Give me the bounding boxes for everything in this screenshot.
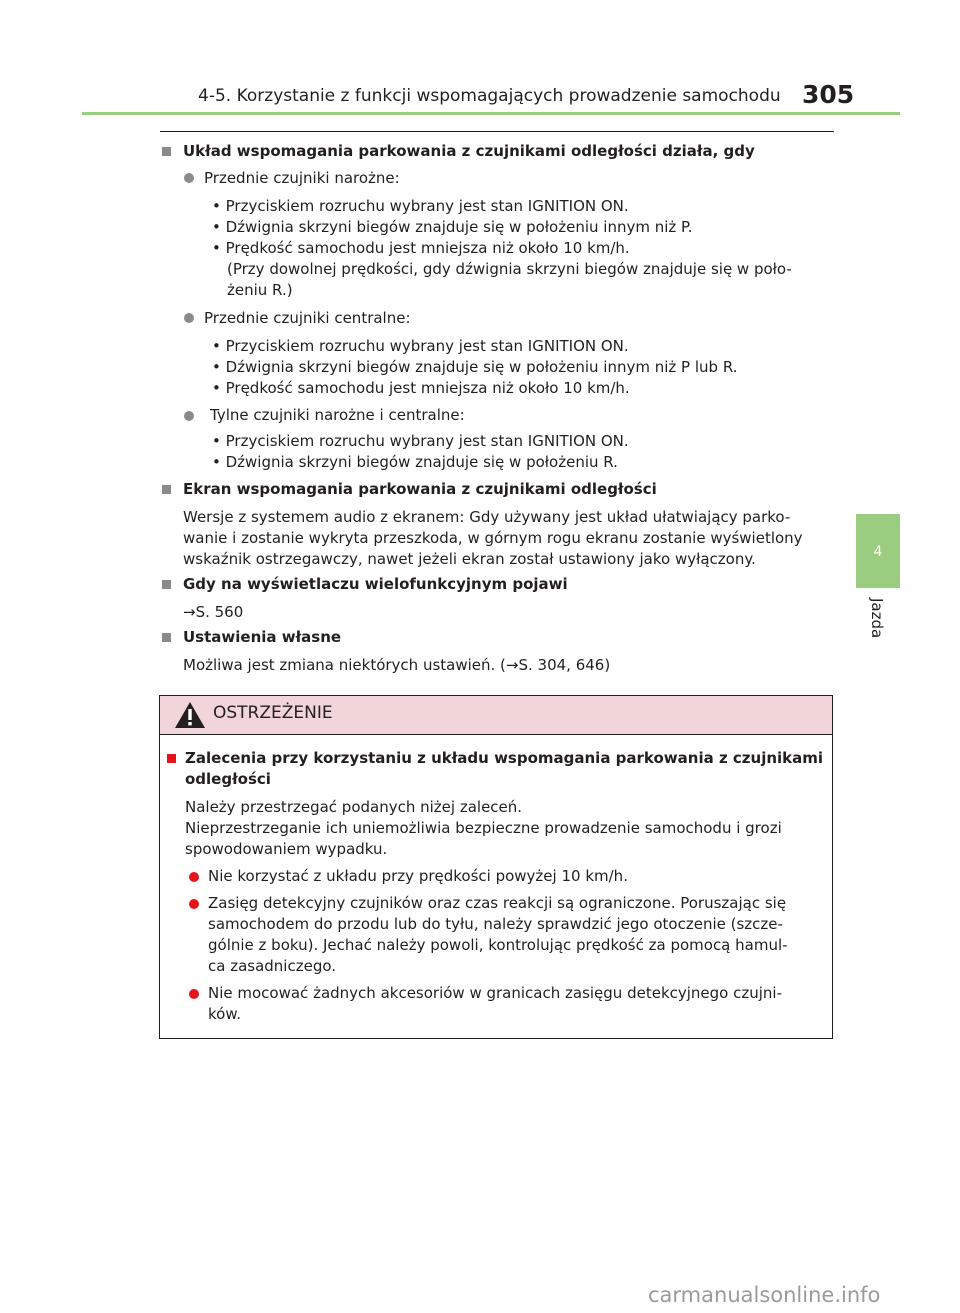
warning-item: ca zasadniczego. [208,957,337,975]
warning-paragraph: Należy przestrzegać podanych niżej zaleceń. [185,798,523,816]
warning-item: gólnie z boku). Jechać należy powoli, kontrolując prędkość za pomocą hamul- [208,936,788,954]
square-bullet-icon [162,580,171,589]
warning-item: Nie korzystać z układu przy prędkości powyżej 10 km/h. [208,867,628,885]
warning-heading: odległości [185,770,271,788]
section-heading: Ekran wspomagania parkowania z czujnikami odległości [183,480,657,498]
list-item: Przednie czujniki centralne: [204,309,411,327]
section-heading: Układ wspomagania parkowania z czujnikami odległości działa, gdy [183,142,755,160]
round-bullet-icon [189,899,199,909]
list-item: Tylne czujniki narożne i centralne: [210,406,465,424]
list-item: • Dźwignia skrzyni biegów znajduje się w położeniu R. [212,453,618,471]
watermark: carmanualsonline.info [648,1283,881,1307]
round-bullet-icon [184,411,194,421]
warning-item: samochodem do przodu lub do tyłu, należy sprawdzić jego otoczenie (szcze- [208,915,783,933]
round-bullet-icon [184,173,194,183]
warning-item: Nie mocować żadnych akcesoriów w granicach zasięgu detekcyjnego czujni- [208,984,783,1002]
round-bullet-icon [184,313,194,323]
page-reference: →S. 560 [183,603,244,621]
square-bullet-icon [162,633,171,642]
chapter-label: Jazda [868,598,886,639]
section-title: 4-5. Korzystanie z funkcji wspomagających prowadzenie samochodu [198,86,781,106]
section-heading: Ustawienia własne [183,628,342,646]
square-bullet-icon [162,485,171,494]
list-item: • Prędkość samochodu jest mniejsza niż około 10 km/h. [212,379,630,397]
list-item: • Dźwignia skrzyni biegów znajduje się w położeniu innym niż P lub R. [212,358,738,376]
list-item: (Przy dowolnej prędkości, gdy dźwignia skrzyni biegów znajduje się w poło- [227,260,792,278]
warning-paragraph: spowodowaniem wypadku. [185,840,388,858]
header-rule [82,112,900,115]
warning-header-rule [160,734,832,735]
square-bullet-icon [167,754,176,763]
section-heading: Gdy na wyświetlaczu wielofunkcyjnym pojawi [183,575,568,593]
paragraph-line: Wersje z systemem audio z ekranem: Gdy używany jest układ ułatwiający parko- [183,508,791,526]
list-item: Przednie czujniki narożne: [204,169,400,187]
warning-title: OSTRZEŻENIE [213,703,333,723]
chapter-number: 4 [873,544,883,560]
list-item: • Dźwignia skrzyni biegów znajduje się w położeniu innym niż P. [212,218,693,236]
list-item: • Przyciskiem rozruchu wybrany jest stan IGNITION ON. [212,432,629,450]
paragraph-line: Możliwa jest zmiana niektórych ustawień. (→S. 304, 646) [183,656,611,674]
page-number: 305 [802,80,855,109]
warning-paragraph: Nieprzestrzeganie ich uniemożliwia bezpieczne prowadzenie samochodu i grozi [185,819,782,837]
content-top-rule [160,131,834,132]
paragraph-line: wanie i zostanie wykryta przeszkoda, w górnym rogu ekranu zostanie wyświetlony [183,529,803,547]
round-bullet-icon [189,989,199,999]
list-item: żeniu R.) [227,281,293,299]
square-bullet-icon [162,147,171,156]
warning-item: ków. [208,1005,241,1023]
list-item: • Prędkość samochodu jest mniejsza niż około 10 km/h. [212,239,630,257]
list-item: • Przyciskiem rozruchu wybrany jest stan IGNITION ON. [212,197,629,215]
round-bullet-icon [189,872,199,882]
warning-item: Zasięg detekcyjny czujników oraz czas reakcji są ograniczone. Poruszając się [208,894,787,912]
warning-triangle-icon [174,701,206,729]
list-item: • Przyciskiem rozruchu wybrany jest stan IGNITION ON. [212,337,629,355]
paragraph-line: wskaźnik ostrzegawczy, nawet jeżeli ekran został ustawiony jako wyłączony. [183,550,756,568]
warning-heading: Zalecenia przy korzystaniu z układu wspomagania parkowania z czujnikami [185,749,824,767]
